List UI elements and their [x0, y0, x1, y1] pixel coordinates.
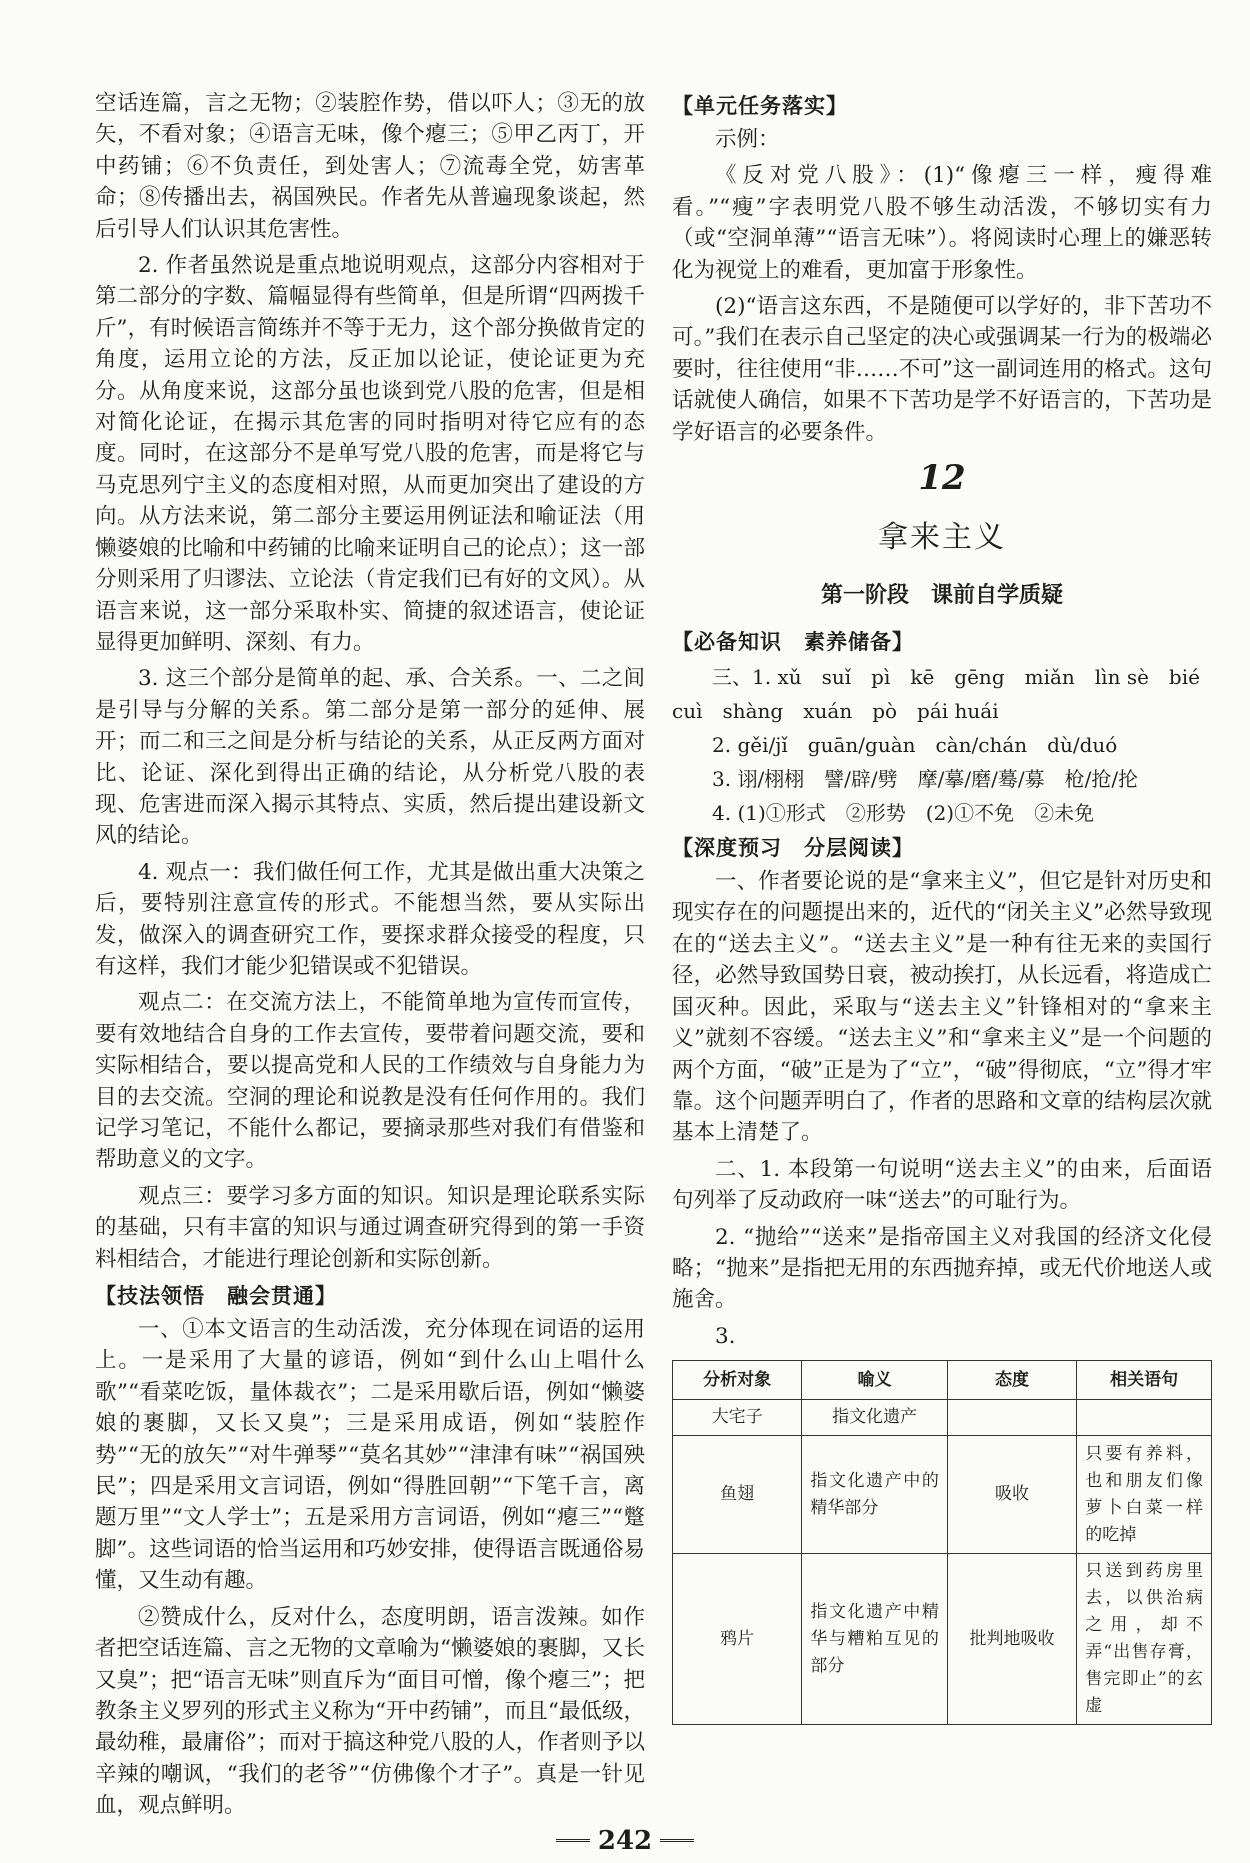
- right-column: [672, 88, 1212, 1725]
- table-cell: 鸦片: [673, 1554, 802, 1725]
- decorative-rule: [556, 1839, 590, 1846]
- table-header-row: [673, 1361, 1212, 1400]
- pinyin-line: cuì shàng xuán pò pái huái: [672, 699, 999, 724]
- paragraph: 2. 作者虽然说是重点地说明观点，这部分内容相对于第二部分的字数、篇幅显得有些简单，但是所谓“四两拨千斤”，有时候语言简练并不等于无力，这个部分换做肯定的角度，运用立论的方法，反正加以论证，使论证更为充分。从角度来说，这部分虽也谈到党八股的危害，但是相对简化论证，在揭示其危害的同时指明对待它应有的态度。同时，在这部分不是单写党八股的危害，而是将它与马克思列宁主义的态度相对照，从而更加突出了建设的方向。从方法来说，第二部分主要运用例证法和喻证法（用懒婆娘的比喻和中药铺的比喻来证明自己的论点）；这一部分则采用了归谬法、立论法（肯定我们已有好的文风）。从语言来说，这一部分采取朴实、简捷的叙述语言，使论证显得更加鲜明、深刻、有力。: [95, 253, 645, 655]
- left-column: [95, 88, 645, 1827]
- table-cell: [947, 1400, 1076, 1436]
- lesson-number: 12: [918, 458, 966, 499]
- table-cell: 指文化遗产中的精华部分: [802, 1436, 948, 1554]
- table-cell: 指文化遗产: [802, 1400, 948, 1436]
- paragraph: 《反对党八股》：(1)“像瘪三一样，瘦得难看。”“瘦”字表明党八股不够生动活泼，不够切实有力（或“空洞单薄”“语言无味”）。将阅读时心理上的嫌恶转化为视觉上的难看，更加富于形象性。: [672, 163, 1212, 283]
- table-header: 分析对象: [673, 1361, 802, 1400]
- lesson-title: 拿来主义: [878, 520, 1006, 556]
- table-cell: 只送到药房里去，以供治病之用，却不弄“出售存膏，售完即止”的玄虚: [1077, 1554, 1212, 1725]
- page-number: 242: [597, 1826, 653, 1856]
- paragraph: ②赞成什么，反对什么，态度明朗，语言泼辣。如作者把空话连篇、言之无物的文章喻为“懒婆娘的裹脚，又长又臭”；把“语言无味”则直斥为“面目可憎，像个瘪三”；把教条主义罗列的形式主义称为“开中药铺”，而且“最低级，最幼稚，最庸俗”；而对于搞这种党八股的人，作者则予以辛辣的嘲讽，“我们的老爷”“仿佛像个才子”。真是一针见血，观点鲜明。: [95, 1604, 645, 1819]
- analysis-table: [672, 1360, 1212, 1725]
- table-row: [673, 1554, 1212, 1725]
- table-cell: [1077, 1400, 1212, 1436]
- paragraph: 示例：: [715, 127, 780, 152]
- paragraph: 一、①本文语言的生动活泼，充分体现在词语的运用上。一是采用了大量的谚语，例如“到什么山上唱什么歌”“看菜吃饭，量体裁衣”；二是采用歇后语，例如“懒婆娘的裹脚，又长又臭”；三是采用成语，例如“装腔作势”“无的放矢”“对牛弹琴”“莫名其妙”“津津有味”“祸国殃民”；四是采用文言词语，例如“得胜回朝”“下笔千言，离题万里”“文人学士”；五是采用方言词语，例如“瘪三”“蹩脚”。这些词语的恰当运用和巧妙安排，使得语言既通俗易懂，又生动有趣。: [95, 1317, 645, 1594]
- paragraph: (2)“语言这东西，不是随便可以学好的，非下苦功不可。”我们在表示自己坚定的决心或强调某一行为的极端必要时，往往使用“非……不可”这一副词连用的格式。这句话就使人确信，如果不下苦功是学不好语言的，下苦功是学好语言的必要条件。: [672, 294, 1212, 445]
- paragraph: 2. “抛给”“送来”是指帝国主义对我国的经济文化侵略；“抛来”是指把无用的东西抛弃掉，或无代价地送人或施舍。: [672, 1224, 1212, 1313]
- pinyin-line: 三、1. xǔ suǐ pì kē gēng miǎn lìn sè bié: [712, 665, 1200, 690]
- answer-line: 4. (1)①形式 ②形势 (2)①不免 ②未免: [712, 801, 1095, 826]
- paragraph: 4. 观点一：我们做任何工作，尤其是做出重大决策之后，要特别注意宣传的形式。不能想当然，要从实际出发，做深入的调查研究工作，要探求群众接受的程度，只有这样，我们才能少犯错误或不犯错误。: [95, 859, 645, 979]
- paragraph: 观点二：在交流方法上，不能简单地为宣传而宣传，要有效地结合自身的工作去宣传，要带着问题交流，要和实际相结合，要以提高党和人民的工作绩效与自身能力为目的去交流。空洞的理论和说教是没有任何作用的。我们记学习笔记，不能什么都记，要摘录那些对我们有借鉴和帮助意义的文字。: [95, 990, 645, 1173]
- answer-line: 3. 诩/栩栩 譬/辟/劈 摩/摹/磨/蓦/募 枪/抢/抡: [712, 767, 1139, 792]
- table-cell: 大宅子: [673, 1400, 802, 1436]
- table-cell: 吸收: [947, 1436, 1076, 1554]
- paragraph: 一、作者要论说的是“拿来主义”，但它是针对历史和现实存在的问题提出来的，近代的“闭关主义”必然导致现在的“送去主义”。“送去主义”是一种有往无来的卖国行径，必然导致国势日衰，被动挨打，从长远看，将造成亡国灭种。因此，采取与“送去主义”针锋相对的“拿来主义”就刻不容缓。“送去主义”和“拿来主义”是一个问题的两个方面，“破”正是为了“立”，“破”得彻底，“立”得才牢靠。这个问题弄明白了，作者的思路和文章的结构层次就基本上清楚了。: [672, 869, 1212, 1146]
- stage-heading: 第一阶段 课前自学质疑: [820, 583, 1063, 609]
- table-row: [673, 1400, 1212, 1436]
- page-footer: [0, 1826, 1250, 1856]
- pinyin-line: 2. gěi/jǐ guān/guàn càn/chán dù/duó: [712, 733, 1118, 758]
- section-heading-bibei: 【必备知识 素养储备】: [672, 630, 914, 655]
- table-header: 相关语句: [1077, 1361, 1212, 1400]
- table-cell: 只要有养料，也和朋友们像萝卜白菜一样的吃掉: [1077, 1436, 1212, 1554]
- paragraph: 空话连篇，言之无物；②装腔作势，借以吓人；③无的放矢，不看对象；④语言无味，像个瘪三；⑤甲乙丙丁，开中药铺；⑥不负责任，到处害人；⑦流毒全党，妨害革命；⑧传播出去，祸国殃民。作者先从普遍现象谈起，然后引导人们认识其危害性。: [95, 91, 645, 242]
- table-cell: 指文化遗产中精华与糟粕互见的部分: [802, 1554, 948, 1725]
- section-heading-danyuan: 【单元任务落实】: [672, 94, 848, 118]
- table-header: 喻义: [802, 1361, 948, 1400]
- table-cell: 鱼翅: [673, 1436, 802, 1554]
- paragraph: 观点三：要学习多方面的知识。知识是理论联系实际的基础，只有丰富的知识与通过调查研究得到的第一手资料相结合，才能进行理论创新和实际创新。: [95, 1183, 645, 1272]
- section-heading-jifa: 【技法领悟 融会贯通】: [95, 1284, 337, 1309]
- table-row: [673, 1436, 1212, 1554]
- paragraph: 3. 这三个部分是简单的起、承、合关系。一、二之间是引导与分解的关系。第二部分是第一部分的延伸、展开；而二和三之间是分析与结论的关系，从正反两方面对比、论证、深化到得出正确的结论，从分析党八股的表现、危害进而深入揭示其特点、实质，然后提出建设新文风的结论。: [95, 666, 645, 849]
- table-header: 态度: [947, 1361, 1076, 1400]
- decorative-rule: [660, 1839, 694, 1846]
- table-cell: 批判地吸收: [947, 1554, 1076, 1725]
- paragraph: 3.: [715, 1323, 736, 1349]
- section-heading-shendu: 【深度预习 分层阅读】: [672, 836, 914, 861]
- paragraph: 二、1. 本段第一句说明“送去主义”的由来，后面语句列举了反动政府一味“送去”的可耻行为。: [672, 1156, 1212, 1214]
